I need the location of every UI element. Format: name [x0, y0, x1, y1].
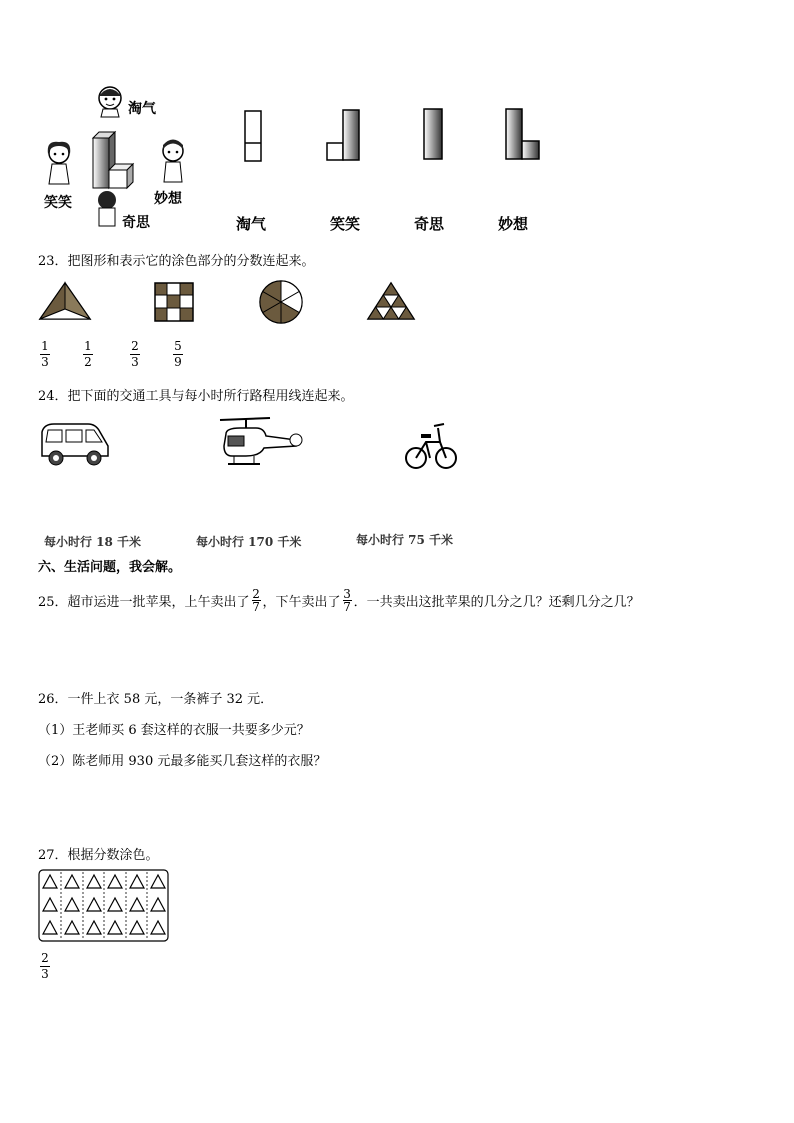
child-miaoxiang-icon: [158, 138, 188, 188]
view-label-miaoxiang: 妙想: [498, 215, 529, 233]
child-label-miaoxiang: 妙想: [154, 191, 182, 207]
child-label-xiaoxiao: 笑笑: [44, 195, 72, 211]
q25-fraction-1: [252, 588, 261, 613]
q23-fraction-5-9: [173, 340, 183, 369]
view-label-qisi: 奇思: [414, 215, 445, 233]
q23-fraction-1-2: [83, 340, 93, 369]
view-label-taoqi: 淘气: [236, 215, 267, 233]
q24-title: 24．把下面的交通工具与每小时所行路程用线连起来。: [38, 389, 354, 404]
fraction-denominator: 3: [41, 967, 49, 981]
shape-triangle-grid: [366, 281, 416, 321]
q23-fraction-1-3: [40, 340, 50, 369]
fraction-numerator: 1: [41, 339, 49, 353]
view-miaoxiang: [505, 108, 541, 162]
child-taoqi-icon: [93, 84, 127, 118]
fraction-numerator: 1: [84, 339, 92, 353]
fraction-numerator: 2: [131, 339, 139, 353]
view-qisi: [423, 108, 443, 160]
q27-title: 27．根据分数涂色。: [38, 848, 159, 863]
fraction-numerator: 2: [41, 951, 49, 965]
shape-triangle-split: [38, 281, 92, 321]
shape-circle-sectors: [258, 279, 304, 325]
q23-title: 23．把图形和表示它的涂色部分的分数连起来。: [38, 254, 315, 269]
speed-label-18: 每小时行 18 千米: [44, 535, 142, 549]
q26-sub1: （1）王老师买 6 套这样的衣服一共要多少元？: [38, 723, 310, 738]
q25-fraction-2: [343, 588, 352, 613]
q25-part1: 25．超市运进一批苹果，上午卖出了: [38, 595, 250, 610]
helicopter-icon: [216, 414, 302, 474]
fraction-numerator: 5: [174, 339, 182, 353]
q25-part2: ，下午卖出了: [262, 595, 341, 610]
blocks-model: [90, 128, 140, 192]
q26-line1: 26．一件上衣 58 元，一条裤子 32 元．: [38, 692, 274, 707]
child-qisi-icon: [95, 190, 119, 228]
q26-sub2: （2）陈老师用 930 元最多能买几套这样的衣服？: [38, 754, 327, 769]
child-label-taoqi: 淘气: [128, 101, 156, 117]
child-label-qisi: 奇思: [122, 215, 150, 231]
fraction-numerator: 3: [343, 587, 351, 601]
q23-fraction-2-3: [130, 340, 140, 369]
view-label-xiaoxiao: 笑笑: [330, 215, 361, 233]
q27-fraction: [40, 952, 50, 981]
fraction-denominator: 7: [252, 600, 260, 614]
van-icon: [38, 420, 110, 468]
triangle-grid-box: [38, 869, 170, 943]
fraction-denominator: 3: [41, 355, 49, 369]
fraction-denominator: 2: [84, 355, 92, 369]
view-xiaoxiao: [326, 108, 360, 162]
fraction-denominator: 7: [343, 600, 351, 614]
fraction-numerator: 2: [252, 587, 260, 601]
q25-part3: ．一共卖出这批苹果的几分之几？还剩几分之几？: [353, 595, 640, 610]
view-taoqi: [244, 110, 262, 162]
q25-text: [38, 588, 640, 613]
bicycle-icon: [404, 414, 458, 474]
speed-label-75: 每小时行 75 千米: [356, 533, 454, 547]
shape-grid-3x3: [154, 282, 194, 322]
child-xiaoxiao-icon: [44, 140, 74, 190]
fraction-denominator: 3: [131, 355, 139, 369]
speed-label-170: 每小时行 170 千米: [196, 535, 302, 549]
fraction-denominator: 9: [174, 355, 182, 369]
section6-title: 六、生活问题，我会解。: [38, 560, 182, 575]
